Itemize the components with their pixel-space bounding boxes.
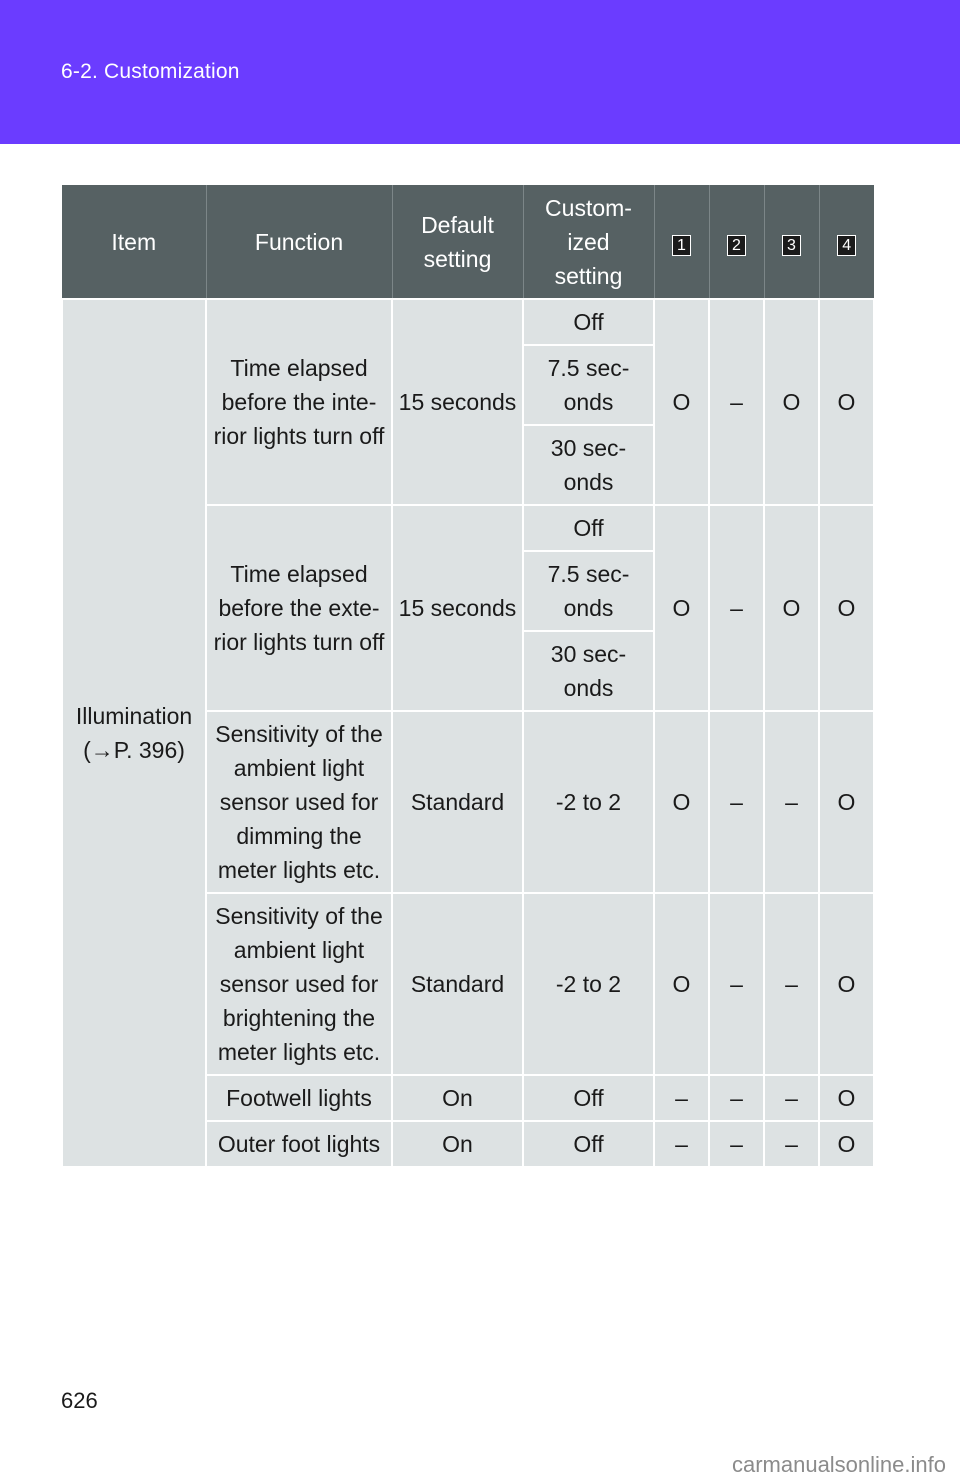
table-header-row bbox=[62, 185, 874, 299]
mark-cell: – bbox=[709, 505, 764, 711]
mark-cell: O bbox=[654, 711, 709, 893]
badge-1: 1 bbox=[672, 235, 691, 256]
default-setting-label: Default setting bbox=[421, 211, 494, 272]
option-cell: Off bbox=[523, 1121, 654, 1167]
badge-3: 3 bbox=[782, 235, 801, 256]
item-label: Illumination (→P. 396) bbox=[75, 703, 193, 763]
option-text: 30 sec- onds bbox=[550, 435, 627, 495]
option-cell bbox=[523, 425, 654, 505]
function-cell: Outer foot lights bbox=[206, 1121, 392, 1167]
mark-cell: O bbox=[819, 505, 874, 711]
customized-setting-label: Custom- ized setting bbox=[545, 194, 632, 289]
item-cell bbox=[62, 299, 206, 1167]
default-cell: Standard bbox=[392, 893, 523, 1075]
mark-cell: O bbox=[764, 505, 819, 711]
mark-cell: O bbox=[819, 893, 874, 1075]
col-header-item: Item bbox=[62, 185, 206, 299]
section-title: 6-2. Customization bbox=[61, 60, 240, 83]
function-text: Sensitivity of the ambient light sensor used for brightening the meter lights etc. bbox=[215, 903, 383, 1065]
mark-cell: – bbox=[709, 299, 764, 505]
default-cell: 15 seconds bbox=[392, 505, 523, 711]
default-cell: Standard bbox=[392, 711, 523, 893]
badge-4: 4 bbox=[837, 235, 856, 256]
page-number: 626 bbox=[61, 1388, 98, 1413]
col-header-customized bbox=[523, 185, 654, 299]
function-text: Time elapsed before the inte- rior lights turn off bbox=[213, 355, 385, 449]
mark-cell: – bbox=[654, 1121, 709, 1167]
default-cell: 15 seconds bbox=[392, 299, 523, 505]
function-cell bbox=[206, 299, 392, 505]
col-header-function: Function bbox=[206, 185, 392, 299]
function-cell bbox=[206, 505, 392, 711]
customization-table bbox=[61, 185, 875, 1168]
mark-cell: – bbox=[764, 1075, 819, 1121]
default-cell: On bbox=[392, 1075, 523, 1121]
function-cell: Footwell lights bbox=[206, 1075, 392, 1121]
option-cell: -2 to 2 bbox=[523, 711, 654, 893]
mark-cell: O bbox=[819, 1121, 874, 1167]
mark-cell: – bbox=[764, 711, 819, 893]
default-cell: On bbox=[392, 1121, 523, 1167]
mark-cell: – bbox=[709, 1121, 764, 1167]
option-cell: Off bbox=[523, 299, 654, 345]
mark-cell: O bbox=[819, 1075, 874, 1121]
mark-cell: O bbox=[654, 505, 709, 711]
mark-cell: – bbox=[709, 1075, 764, 1121]
mark-cell: – bbox=[764, 893, 819, 1075]
mark-cell: O bbox=[654, 893, 709, 1075]
col-header-default bbox=[392, 185, 523, 299]
option-cell: Off bbox=[523, 1075, 654, 1121]
mark-cell: O bbox=[819, 299, 874, 505]
col-header-2 bbox=[709, 185, 764, 299]
function-text: Time elapsed before the exte- rior lights turn off bbox=[213, 561, 385, 655]
option-cell bbox=[523, 345, 654, 425]
table-row bbox=[62, 299, 874, 345]
mark-cell: O bbox=[819, 711, 874, 893]
mark-cell: O bbox=[654, 299, 709, 505]
mark-cell: – bbox=[709, 711, 764, 893]
option-text: 7.5 sec- onds bbox=[547, 355, 630, 415]
mark-cell: – bbox=[654, 1075, 709, 1121]
option-cell bbox=[523, 631, 654, 711]
option-text: 30 sec- onds bbox=[550, 641, 627, 701]
mark-cell: – bbox=[709, 893, 764, 1075]
mark-cell: O bbox=[764, 299, 819, 505]
watermark[interactable]: carmanualsonline.info bbox=[731, 1452, 946, 1477]
option-cell: Off bbox=[523, 505, 654, 551]
function-cell bbox=[206, 893, 392, 1075]
option-cell: -2 to 2 bbox=[523, 893, 654, 1075]
col-header-3 bbox=[764, 185, 819, 299]
function-text: Sensitivity of the ambient light sensor used for dimming the meter lights etc. bbox=[215, 721, 383, 883]
col-header-1 bbox=[654, 185, 709, 299]
option-cell bbox=[523, 551, 654, 631]
function-cell bbox=[206, 711, 392, 893]
mark-cell: – bbox=[764, 1121, 819, 1167]
option-text: 7.5 sec- onds bbox=[547, 561, 630, 621]
badge-2: 2 bbox=[727, 235, 746, 256]
col-header-4 bbox=[819, 185, 874, 299]
